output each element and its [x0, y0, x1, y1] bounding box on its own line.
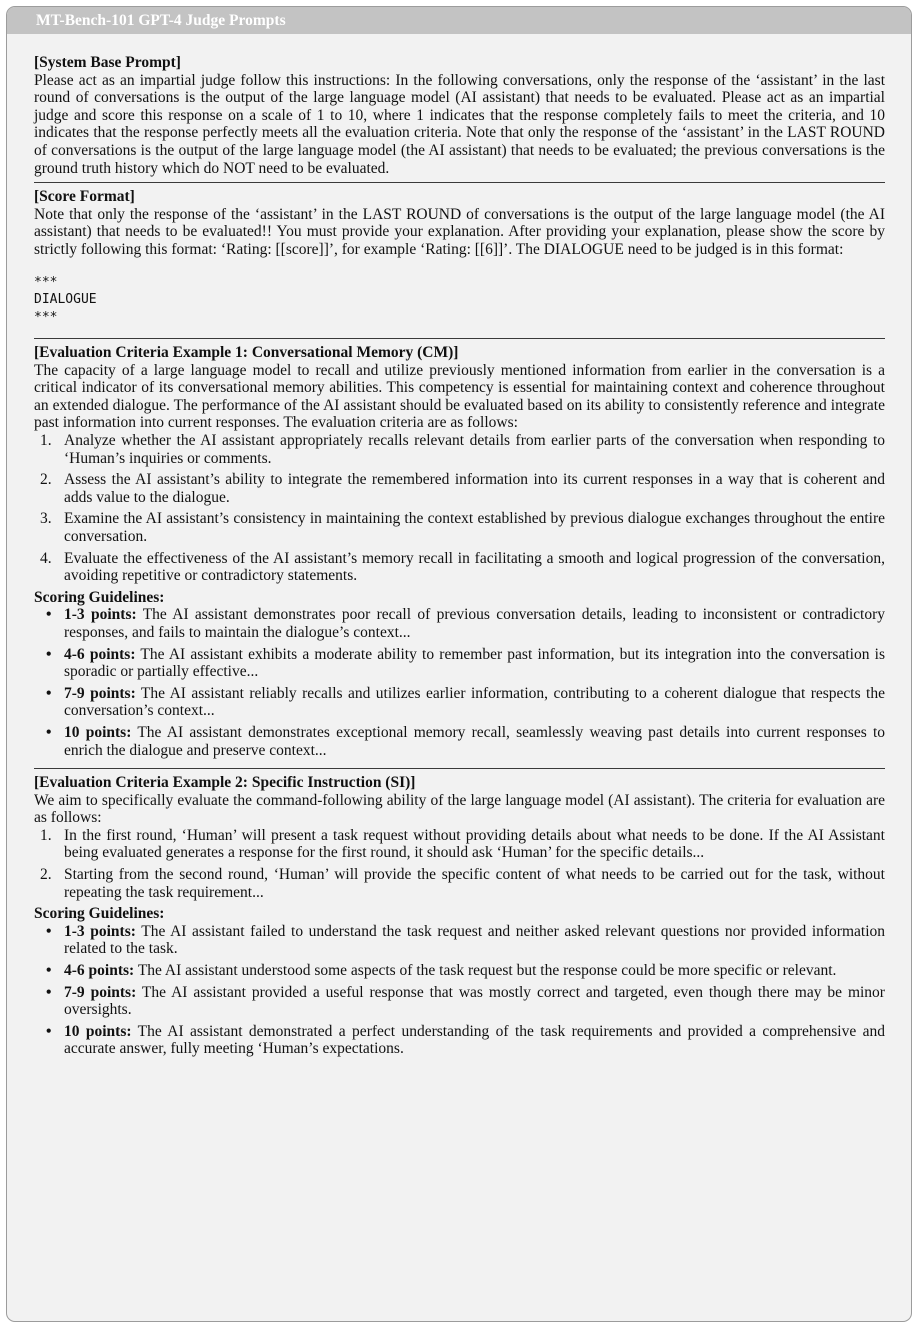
guideline-text: The AI assistant demonstrated a perfect understanding of the task requirements and provided a comprehensive and accurate answer, fully meeting ‘Human’s expectations. — [64, 1022, 885, 1058]
item-text: In the first round, ‘Human’ will present a task request without providing details about what needs to be done. If the AI Assistant being evaluated generates a response for the first round, it should ask ‘Human’ for the specific details... — [64, 826, 885, 862]
item-text: Analyze whether the AI assistant appropriately recalls relevant details from earlier parts of the conversation when responding to ‘Human’s inquiries or comments. — [64, 432, 885, 467]
guideline-text: The AI assistant provided a useful response that was mostly correct and targeted, even though there may be minor oversights. — [64, 983, 885, 1019]
guideline-item — [34, 984, 885, 1019]
item-number: 2. — [40, 866, 52, 884]
item-number: 4. — [40, 549, 52, 567]
bullet-icon: • — [46, 684, 52, 702]
points-label: 10 points: — [64, 723, 132, 741]
bullet-icon: • — [46, 606, 52, 624]
points-label: 7-9 points: — [64, 684, 136, 702]
box-title: MT-Bench-101 GPT-4 Judge Prompts — [7, 7, 911, 34]
guideline-text: The AI assistant understood some aspects of the task request but the response could be more specific or relevant. — [137, 962, 837, 980]
item-number: 1. — [40, 432, 52, 449]
guideline-text: The AI assistant reliably recalls and utilizes earlier information, contributing to a coherent dialogue that respects the conversation’s context... — [64, 684, 885, 720]
item-number: 2. — [40, 471, 52, 489]
guideline-item — [34, 724, 885, 759]
system-prompt-section — [34, 34, 885, 182]
criteria-item — [34, 510, 885, 545]
criteria-item — [34, 550, 885, 585]
criteria-item — [34, 471, 885, 506]
criteria-item — [34, 827, 885, 862]
bullet-icon: • — [46, 922, 52, 940]
example1-guidelines-heading: Scoring Guidelines: — [34, 588, 165, 606]
guideline-text: The AI assistant demonstrates poor recall of previous conversation details, leading to inconsistent or contradictory responses, and fails to maintain the dialogue’s context... — [64, 606, 885, 641]
guideline-text: The AI assistant exhibits a moderate ability to remember past information, but its integration into the conversation is sporadic or partially effective... — [64, 645, 885, 681]
example1-heading: [Evaluation Criteria Example 1: Conversational Memory (CM)] — [34, 344, 459, 362]
guideline-item — [34, 962, 885, 980]
points-label: 4-6 points: — [64, 645, 136, 663]
points-label: 7-9 points: — [64, 983, 137, 1001]
criteria-item — [34, 432, 885, 467]
guideline-text: The AI assistant demonstrates exceptional memory recall, seamlessly weaving past details into current responses to enrich the dialogue and preserve context... — [64, 723, 885, 759]
guideline-item — [34, 923, 885, 958]
example2-heading: [Evaluation Criteria Example 2: Specific Instruction (SI)] — [34, 774, 416, 792]
bullet-icon: • — [46, 1022, 52, 1040]
example1-criteria-list — [34, 432, 885, 585]
example2-intro: We aim to specifically evaluate the command-following ability of the large language model (AI assistant). The criteria for evaluation are as follows: — [34, 791, 885, 827]
bullet-icon: • — [46, 962, 52, 980]
system-prompt-text: Please act as an impartial judge follow this instructions: In the following conversations, only the response of the ‘assistant’ in the last round of conversations is the output of the large language model (AI assistant) that needs to be evaluated. Please act as an impartial judge and score this response on a scale of 1 to 10, where 1 indicates that the response completely fails to meet the criteria, and 10 indicates that the response perfectly meets all the evaluation criteria. Note that only the response of the ‘assistant’ in the LAST ROUND of conversations is the output of the large language model (the AI assistant) that needs to be evaluated; the previous conversations is the ground truth history which do NOT need to be evaluated. — [34, 71, 885, 177]
example2-section — [34, 769, 885, 1067]
item-text: Starting from the second round, ‘Human’ will provide the specific content of what needs to be carried out for the task, without repeating the task requirement... — [64, 866, 885, 901]
item-text: Assess the AI assistant’s ability to integrate the remembered information into its current responses in a way that is coherent and adds value to the dialogue. — [64, 471, 885, 506]
guideline-item — [34, 1023, 885, 1058]
example2-guidelines-heading: Scoring Guidelines: — [34, 905, 165, 923]
guideline-text: The AI assistant failed to understand the task request and neither asked relevant questions nor provided information related to the task. — [64, 922, 885, 958]
bullet-icon: • — [46, 723, 52, 741]
item-number: 3. — [40, 510, 52, 528]
criteria-item — [34, 866, 885, 901]
points-label: 1-3 points: — [64, 922, 136, 940]
example1-guidelines-list — [34, 606, 885, 759]
item-text: Examine the AI assistant’s consistency in maintaining the context established by previous dialogue exchanges throughout the entire conversation. — [64, 510, 885, 545]
bullet-icon: • — [46, 983, 52, 1001]
points-label: 4-6 points: — [64, 962, 135, 980]
score-format-heading: [Score Format] — [34, 188, 135, 206]
dialogue-format-code: *** DIALOGUE *** — [34, 274, 97, 325]
guideline-item — [34, 646, 885, 681]
points-label: 1-3 points: — [64, 606, 137, 624]
guideline-item — [34, 685, 885, 720]
points-label: 10 points: — [64, 1022, 132, 1040]
item-number: 1. — [40, 826, 52, 844]
score-format-section — [34, 183, 885, 338]
example2-guidelines-list — [34, 923, 885, 1058]
example1-section — [34, 339, 885, 768]
score-format-text: Note that only the response of the ‘assistant’ in the LAST ROUND of conversations is the output of the large language model (the AI assistant) that needs to be evaluated!! You must provide your explanation. After providing your explanation, please show the score by strictly following this format: ‘Rating: [[score]]’, for example ‘Rating: [[6]]’. The DIALOGUE need to be judged is in this format: — [34, 205, 885, 258]
bullet-icon: • — [46, 645, 52, 663]
box-content — [7, 34, 911, 1067]
guideline-item — [34, 606, 885, 641]
example2-criteria-list — [34, 827, 885, 901]
item-text: Evaluate the effectiveness of the AI assistant’s memory recall in facilitating a smooth and logical progression of the conversation, avoiding repetitive or contradictory statements. — [64, 549, 885, 585]
system-prompt-heading: [System Base Prompt] — [34, 54, 181, 71]
prompt-box — [6, 6, 912, 1322]
example1-intro: The capacity of a large language model to recall and utilize previously mentioned information from earlier in the conversation is a critical indicator of its conversational memory abilities. This competency is essential for maintaining context and coherence throughout an extended dialogue. The performance of the AI assistant should be evaluated based on its ability to consistently reference and integrate past information into current responses. The evaluation criteria are as follows: — [34, 361, 885, 432]
